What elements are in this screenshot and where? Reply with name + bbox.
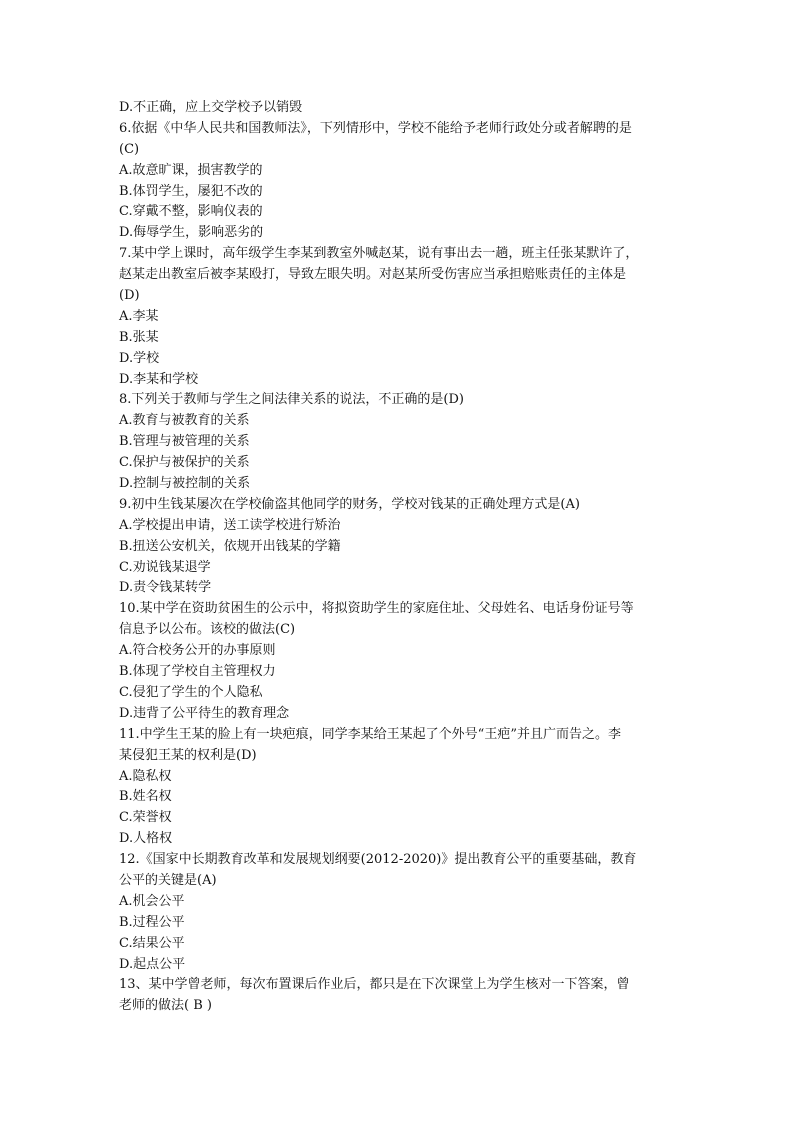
option-b: B.体罚学生，屡犯不改的 <box>119 183 263 199</box>
option-b: B.姓名权 <box>119 789 172 805</box>
option-c: C.劝说钱某退学 <box>119 559 211 575</box>
option-d: D.责令钱某转学 <box>119 580 212 596</box>
option-d: D.起点公平 <box>119 956 186 972</box>
question-12-cont: 公平的关键是(A) <box>119 872 217 888</box>
option-b: B.张某 <box>119 329 159 345</box>
option-a: A.隐私权 <box>119 768 172 784</box>
question-12: 12.《国家中长期教育改革和发展规划纲要(2012-2020)》提出教育公平的重要基础，教育 <box>119 852 637 868</box>
question-13-cont: 老师的做法( B ) <box>119 998 212 1014</box>
option-d: D.控制与被控制的关系 <box>119 476 251 492</box>
question-13: 13、某中学曾老师，每次布置课后作业后，都只是在下次课堂上为学生核对一下答案，曾 <box>119 977 630 993</box>
question-6: 6.依据《中华人民共和国教师法》，下列情形中，学校不能给予老师行政处分或者解聘的是 <box>119 120 632 136</box>
question-10: 10.某中学在资助贫困生的公示中，将拟资助学生的家庭住址、父母姓名、电话身份证号等 <box>119 601 634 617</box>
question-10-cont: 信息予以公布。该校的做法(C) <box>119 622 296 638</box>
option-a: A.机会公平 <box>119 893 185 909</box>
option-b: B.过程公平 <box>119 914 185 930</box>
option-c: C.侵犯了学生的个人隐私 <box>119 684 263 700</box>
option-d: D.学校 <box>119 350 160 366</box>
option-a: A.教育与被教育的关系 <box>119 413 250 429</box>
option-a: A.学校提出申请，送工读学校进行矫治 <box>119 517 341 533</box>
option-c: C.结果公平 <box>119 935 185 951</box>
option-a: A.李某 <box>119 308 159 324</box>
question-7-cont: 赵某走出教室后被李某殴打，导致左眼失明。对赵某所受伤害应当承担赔账责任的主体是 <box>119 267 627 283</box>
option-d: D.侮辱学生，影响恶劣的 <box>119 225 264 241</box>
option-c: C.保护与被保护的关系 <box>119 455 250 471</box>
option-c: C.荣誉权 <box>119 810 172 826</box>
option-d: D.李某和学校 <box>119 371 199 387</box>
question-11: 11.中学生王某的脸上有一块疤痕，同学李某给王某起了个外号“王疤”并且广而告之。李 <box>119 726 621 742</box>
question-11-cont: 某侵犯王某的权利是(D) <box>119 747 257 763</box>
question-8: 8.下列关于教师与学生之间法律关系的说法，不正确的是(D) <box>119 392 464 408</box>
answer-marker: (C) <box>119 141 140 157</box>
option-d: D.人格权 <box>119 831 173 847</box>
text-line: D.不正确，应上交学校予以销毁 <box>119 100 303 115</box>
option-d: D.违背了公平待生的教育理念 <box>119 705 290 721</box>
question-7: 7.某中学上课时，高年级学生李某到教室外喊赵某，说有事出去一趟，班主任张某默许了， <box>119 246 639 262</box>
option-b: B.体现了学校自主管理权力 <box>119 664 276 680</box>
option-c: C.穿戴不整，影响仪表的 <box>119 204 263 220</box>
answer-marker: (D) <box>119 288 140 304</box>
question-9: 9.初中生钱某屡次在学校偷盗其他同学的财务，学校对钱某的正确处理方式是(A) <box>119 496 580 512</box>
option-b: B.管理与被管理的关系 <box>119 434 250 450</box>
document-body <box>119 98 679 1017</box>
option-a: A.符合校务公开的办事原则 <box>119 643 276 659</box>
option-b: B.扭送公安机关，依规开出钱某的学籍 <box>119 538 341 554</box>
option-a: A.故意旷课，损害教学的 <box>119 162 263 178</box>
